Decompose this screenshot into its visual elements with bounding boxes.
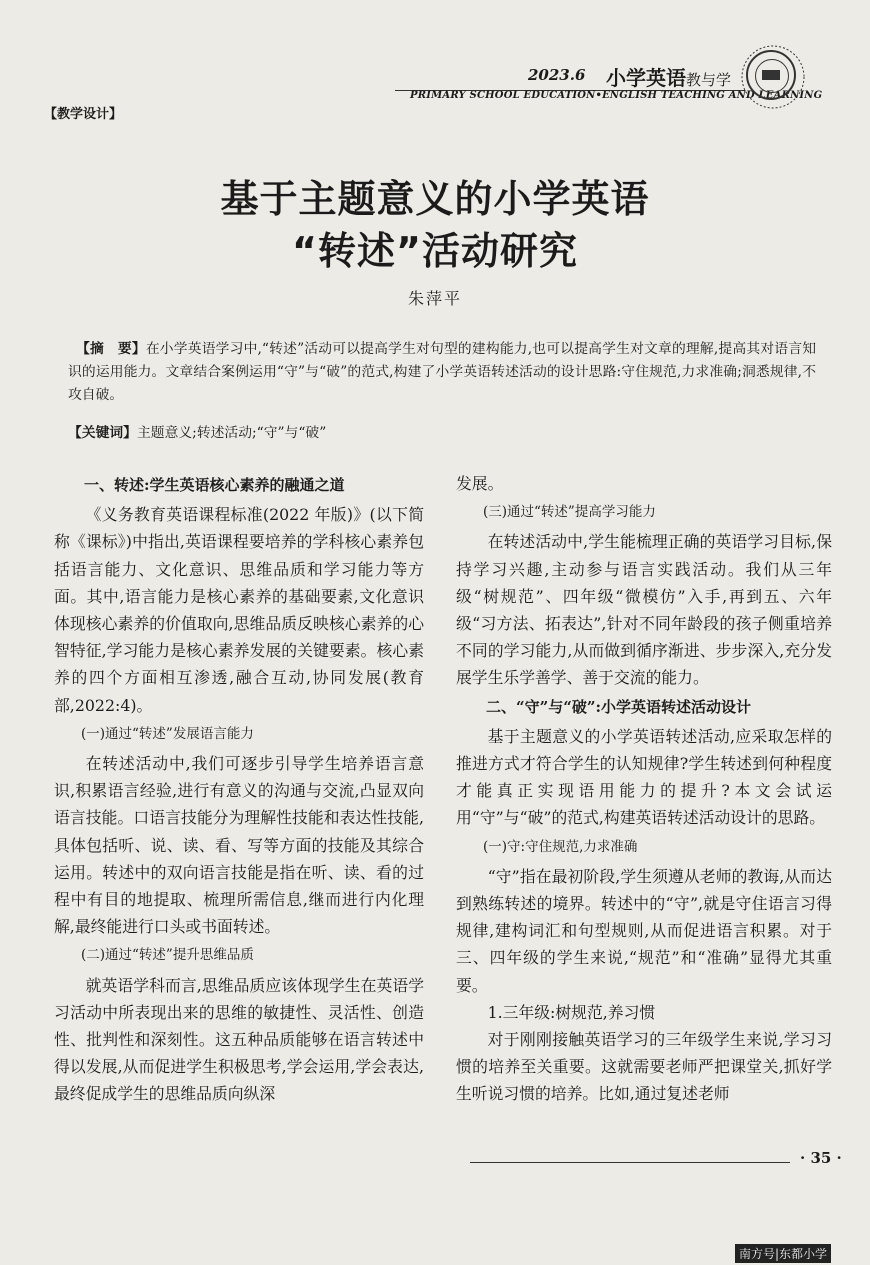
left-column: [54, 470, 424, 1108]
subsection-heading: (三)通过“转述”提高学习能力: [483, 504, 656, 521]
paragraph: 就英语学科而言,思维品质应该体现学生在英语学习活动中所表现出来的思维的敏捷性、灵活性、创造性、批判性和深刻性。这五种品质能够在语言转述中得以发展,从而促进学生积极思考,学会运用,学会表达,最终促成学生的思维品质向纵深: [54, 975, 424, 1104]
abstract-text: 在小学英语学习中,“转述”活动可以提高学生对句型的建构能力,也可以提高学生对文章的理解,提高其对语言知识的运用能力。文章结合案例运用“守”与“破”的范式,构建了小学英语转述活动的设计思路:守住规范,力求准确;洞悉规律,不攻自破。: [68, 341, 816, 403]
article-author: 朱萍平: [407, 289, 462, 308]
right-column: [456, 470, 832, 1108]
paragraph: “守”指在最初阶段,学生须遵从老师的教诲,从而达到熟练转述的境界。转述中的“守”,就是守住语言习得规律,建构词汇和句型规则,从而促进语言积累。对于三、四年级的学生来说,“规范”和“准确”显得尤其重要。: [456, 866, 832, 995]
abstract: [68, 338, 816, 407]
paragraph: 在转述活动中,学生能梳理正确的英语学习目标,保持学习兴趣,主动参与语言实践活动。我们从三年级“树规范”、四年级“微模仿”入手,再到五、六年级“习方法、拓表达”,针对不同年龄段的孩子侧重培养不同的学习能力,从而做到循序渐进、步步深入,充分发展学生乐学善学、善于交流的能力。: [456, 532, 832, 688]
journal-title-sub: 教与学: [686, 71, 732, 89]
keywords-text: 主题意义;转述活动;“守”与“破”: [136, 425, 327, 441]
article-title-line2: “转述”活动研究: [292, 229, 578, 273]
watermark: 南方号|东都小学: [735, 1244, 831, 1263]
paragraph: 《义务教育英语课程标准(2022 年版)》(以下简称《课标》)中指出,英语课程要培养的学科核心素养包括语言能力、文化意识、思维品质和学习能力等方面。其中,语言能力是核心素养的基础要素,文化意识体现核心素养的价值取向,思维品质反映核心素养的心智特征,学习能力是核心素养发展的关键要素。核心素养的四个方面相互渗透,融合互动,协同发展(教育部,2022:4)。: [54, 505, 424, 715]
abstract-label: 【摘 要】: [76, 341, 146, 357]
subsection-heading: (一)守:守住规范,力求准确: [483, 838, 638, 855]
journal-title: [606, 62, 731, 91]
article-title-line1: 基于主题意义的小学英语: [220, 177, 650, 221]
publisher-seal-icon: [746, 50, 796, 100]
paragraph-continuation: 发展。: [456, 474, 504, 493]
section-heading: 一、转述:学生英语核心素养的融通之道: [84, 476, 345, 494]
footer-rule: [470, 1162, 790, 1163]
issue-number: 2023.6: [528, 66, 586, 84]
subsection-heading: (二)通过“转述”提升思维品质: [81, 947, 254, 964]
paragraph: 基于主题意义的小学英语转述活动,应采取怎样的推进方式才符合学生的认知规律?学生转述到何种程度才能真正实现语用能力的提升?本文会试运用“守”与“破”的范式,构建英语转述活动设计的思路。: [456, 726, 832, 828]
journal-english-title: PRIMARY SCHOOL EDUCATION•ENGLISH TEACHING AND LEARNING: [410, 90, 823, 101]
page-number: · 35 ·: [800, 1149, 842, 1167]
seal-book-icon: [762, 70, 780, 80]
keywords: [68, 422, 816, 445]
subsection-heading: (一)通过“转述”发展语言能力: [81, 725, 254, 742]
section-heading: 二、“守”与“破”:小学英语转述活动设计: [486, 697, 752, 716]
paragraph: 在转述活动中,我们可逐步引导学生培养语言意识,积累语言经验,进行有意义的沟通与交流,凸显双向语言技能。口语言技能分为理解性技能和表达性技能,具体包括听、说、读、看、写等方面的技能及其综合运用。转述中的双向语言技能是指在听、读、看的过程中有目的地提取、梳理所需信息,继而进行内化理解,最终能进行口头或书面转述。: [54, 754, 424, 937]
journal-title-main: 小学英语: [606, 66, 686, 90]
paragraph: 对于刚刚接触英语学习的三年级学生来说,学习习惯的培养至关重要。这就需要老师严把课堂关,抓好学生听说习惯的培养。比如,通过复述老师: [456, 1030, 832, 1104]
keywords-label: 【关键词】: [68, 425, 137, 441]
section-tag: 【教学设计】: [44, 107, 123, 122]
list-item-heading: 1.三年级:树规范,养习惯: [487, 1002, 656, 1022]
